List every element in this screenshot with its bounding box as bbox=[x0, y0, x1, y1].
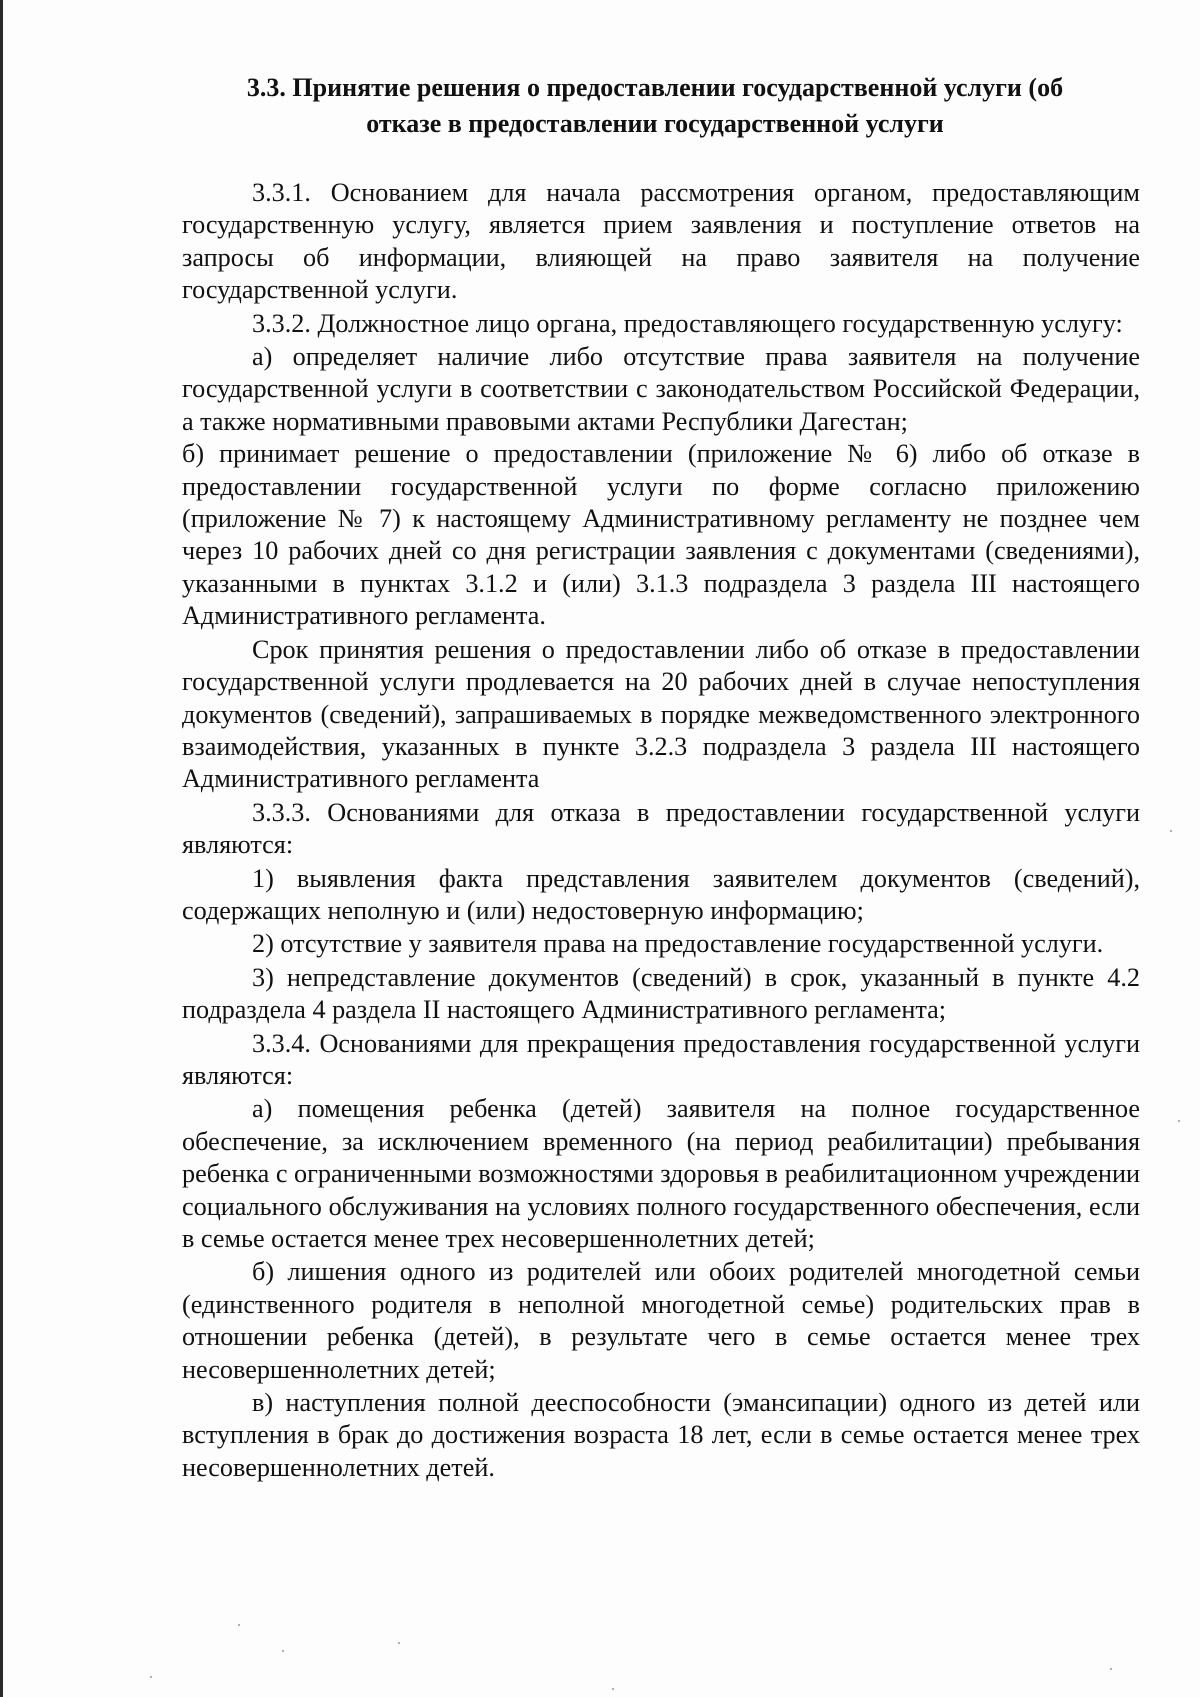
scan-speck bbox=[150, 1676, 152, 1678]
paragraph-3-3-1: 3.3.1. Основанием для начала рассмотрения органом, предоставляющим государственную услугу, является прием заявления и поступление ответов на запросы об информации, влияющей на право заявителя на получение государственной услуги. bbox=[182, 178, 1140, 305]
paragraph-item-b: б) принимает решение о предоставлении (приложение № 6) либо об отказе в предоставлении государственной услуги по форме согласно приложению (приложение № 7) к настоящему Административному регламенту не позднее чем через 10 рабочих дней со дня регистрации заявления с документами (сведениями), указанными в пунктах 3.1.2 и (или) 3.1.3 подраздела 3 раздела III настоящего Административного регламента. bbox=[182, 439, 1140, 631]
paragraph-item-a: а) определяет наличие либо отсутствие права заявителя на получение государственной услуги в соответствии с законодательством Российской Федерации, а также нормативными правовыми актами Республики Дагестан; bbox=[182, 342, 1140, 436]
section-title bbox=[200, 70, 1110, 142]
paragraph-term-extension: Срок принятия решения о предоставлении либо об отказе в предоставлении государственной услуги продлевается на 20 рабочих дней в случае непоступления документов (сведений), запрашиваемых в порядке межведомственного электронного взаимодействия, указанных в пункте 3.2.3 подраздела 3 раздела III настоящего Административного регламента bbox=[182, 634, 1140, 794]
scan-speck bbox=[612, 1688, 614, 1690]
paragraph-termination-b: б) лишения одного из родителей или обоих родителей многодетной семьи (единственного родителя в неполной многодетной семье) родительских прав в отношении ребенка (детей), в результате чего в семье остается менее трех несовершеннолетних детей; bbox=[182, 1257, 1140, 1384]
section-title-line-1: 3.3. Принятие решения о предоставлении государственной услуги (об bbox=[246, 73, 1064, 102]
scan-edge-shadow bbox=[0, 0, 3, 1697]
scan-speck bbox=[1178, 1120, 1180, 1122]
scan-speck bbox=[238, 1624, 240, 1626]
paragraph-termination-c: в) наступления полной дееспособности (эмансипации) одного из детей или вступления в брак до достижения возраста 18 лет, если в семье остается менее трех несовершеннолетних детей. bbox=[182, 1388, 1140, 1482]
paragraph-termination-a: а) помещения ребенка (детей) заявителя на полное государственное обеспечение, за исключением временного (на период реабилитации) пребывания ребенка с ограниченными возможностями здоровья в реабилитационном учреждении социального обслуживания на условиях полного государственного обеспечения, если в семье остается менее трех несовершеннолетних детей; bbox=[182, 1094, 1140, 1253]
paragraph-refusal-2: 2) отсутствие у заявителя права на предоставление государственной услуги. bbox=[252, 929, 1104, 959]
paragraph-3-3-2: 3.3.2. Должностное лицо органа, предоставляющего государственную услугу: bbox=[252, 308, 1123, 338]
scan-speck bbox=[398, 1642, 400, 1644]
scan-speck bbox=[1110, 1668, 1112, 1670]
paragraph-3-3-4: 3.3.4. Основаниями для прекращения предоставления государственной услуги являются: bbox=[182, 1028, 1140, 1090]
document-body bbox=[182, 177, 1140, 1484]
paragraph-refusal-1: 1) выявления факта представления заявителем документов (сведений), содержащих неполную и (или) недостоверную информацию; bbox=[182, 863, 1140, 925]
section-title-line-2: отказе в предоставлении государственной услуги bbox=[366, 109, 944, 138]
paragraph-3-3-3: 3.3.3. Основаниями для отказа в предоставлении государственной услуги являются: bbox=[182, 797, 1140, 860]
scan-speck bbox=[282, 1650, 284, 1652]
scan-speck bbox=[1170, 830, 1172, 832]
paragraph-refusal-3: 3) непредставление документов (сведений) в срок, указанный в пункте 4.2 подраздела 4 раздела II настоящего Административного регламента; bbox=[182, 962, 1140, 1025]
